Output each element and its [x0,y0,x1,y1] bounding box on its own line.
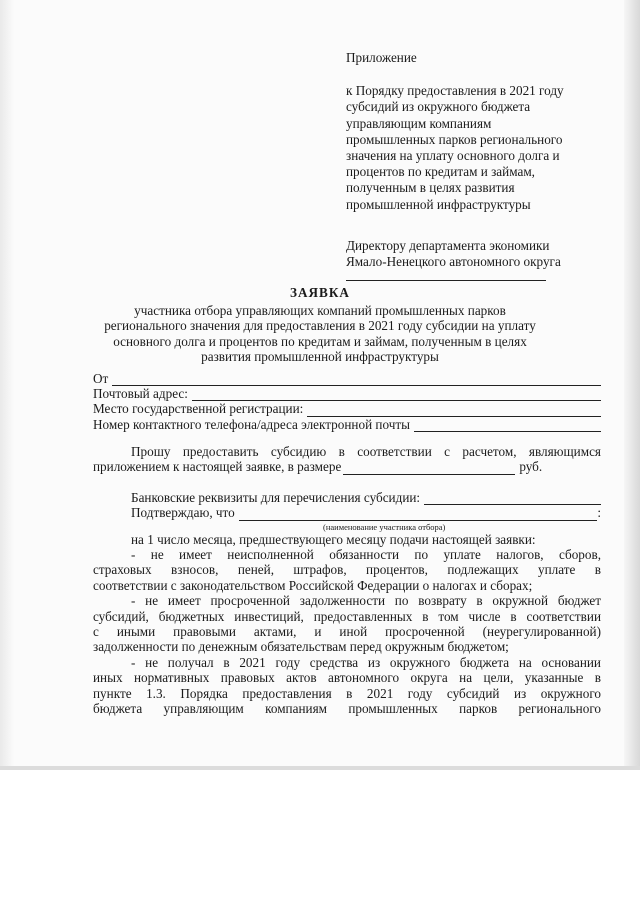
contact-field[interactable] [414,420,601,432]
registration-row [93,401,601,416]
scan-bottom-edge [0,766,640,770]
appendix-line: полученным в целях развития [346,180,515,196]
postal-field[interactable] [192,389,601,401]
applicant-form [93,371,601,432]
confirm-colon: : [597,505,601,521]
addressee [346,238,616,281]
confirm-row [93,505,601,520]
appendix-line: управляющим компаниям [346,115,492,131]
appendix-reference [346,83,616,213]
item3-line: - не получал в 2021 году средства из окружного бюджета на основании [131,654,601,670]
request-paragraph: Прошу предоставить субсидию в соответствии с расчетом, являющимся [131,444,601,459]
title-subline: регионального значения для предоставления в 2021 году субсидии на уплату [104,318,536,334]
contact-label: Номер контактного телефона/адреса электронной почты [93,416,410,432]
appendix-heading: Приложение [346,50,417,65]
addressee-line: Ямало-Ненецкого автономного округа [346,254,561,270]
from-row [93,371,601,386]
postal-row [93,386,601,401]
item1-line: соответствии с законодательством Российской Федерации о налогах и сборах; [93,577,533,593]
item2-line: с иными правовыми актами, и иной просроченной (неурегулированной) [93,624,601,640]
bank-field[interactable] [424,493,601,505]
confirm-label: Подтверждаю, что [131,505,235,521]
title-subline: основного долга и процентов по кредитам и займам, полученным в целях [113,333,527,349]
from-label: От [93,371,109,386]
scan-edge-right [624,0,640,770]
bank-label: Банковские реквизиты для перечисления субсидии: [131,489,421,505]
appendix-line: промышленных парков регионального [346,131,563,147]
request-line2: приложением к настоящей заявке, в размере [93,459,342,475]
contact-row [93,417,601,432]
item3-line: бюджета управляющим компаниям промышленных парков регионального [93,701,601,717]
appendix-line: промышленной инфраструктуры [346,196,531,212]
item1-line: страховых взносов, пеней, штрафов, процентов, подлежащих уплате в [93,562,601,578]
item2-line: субсидий, бюджетных инвестиций, предоставленных в том числе в соответствии [93,608,601,624]
application-body [93,444,601,717]
postal-label: Почтовый адрес: [93,386,188,402]
appendix-line: к Порядку предоставления в 2021 году [346,83,564,99]
item2-line: - не имеет просроченной задолженности по возврату в окружной бюджет [131,593,601,609]
field-caption: (наименование участника отбора) [323,521,446,532]
amount-row [93,459,601,474]
registration-field[interactable] [307,405,601,417]
appendix-line: субсидий из окружного бюджета [346,99,531,115]
document-title: ЗАЯВКА [290,285,350,300]
item3-line: иных нормативных правовых актов автономного округа на цели, указанные в [93,670,601,686]
appendix-line: процентов по кредитам и займам, [346,164,535,180]
scan-edge-left [0,0,14,770]
item1-line: - не имеет неисполненной обязанности по уплате налогов, сборов, [131,547,601,563]
currency-label: руб. [519,459,543,475]
addressee-name-blank[interactable] [346,270,546,281]
from-field[interactable] [112,374,601,386]
participant-name-field[interactable] [239,509,598,521]
title-subline: участника отбора управляющих компаний промышленных парков [134,302,506,318]
title-subline: развития промышленной инфраструктуры [201,349,439,365]
appendix-line: значения на уплату основного долга и [346,148,560,164]
addressee-line: Директору департамента экономики [346,237,550,253]
item3-line: пункте 1.3. Порядка предоставления в 2021 году субсидий из окружного [93,685,601,701]
amount-field[interactable] [343,464,515,475]
appendix-block [346,50,616,281]
document-title-block [90,285,550,365]
intro-line: на 1 число месяца, предшествующего месяцу подачи настоящей заявки: [131,531,536,547]
bank-row [93,490,601,505]
item2-line: задолженности по денежным обязательствам перед окружным бюджетом; [93,639,509,655]
registration-label: Место государственной регистрации: [93,401,304,417]
